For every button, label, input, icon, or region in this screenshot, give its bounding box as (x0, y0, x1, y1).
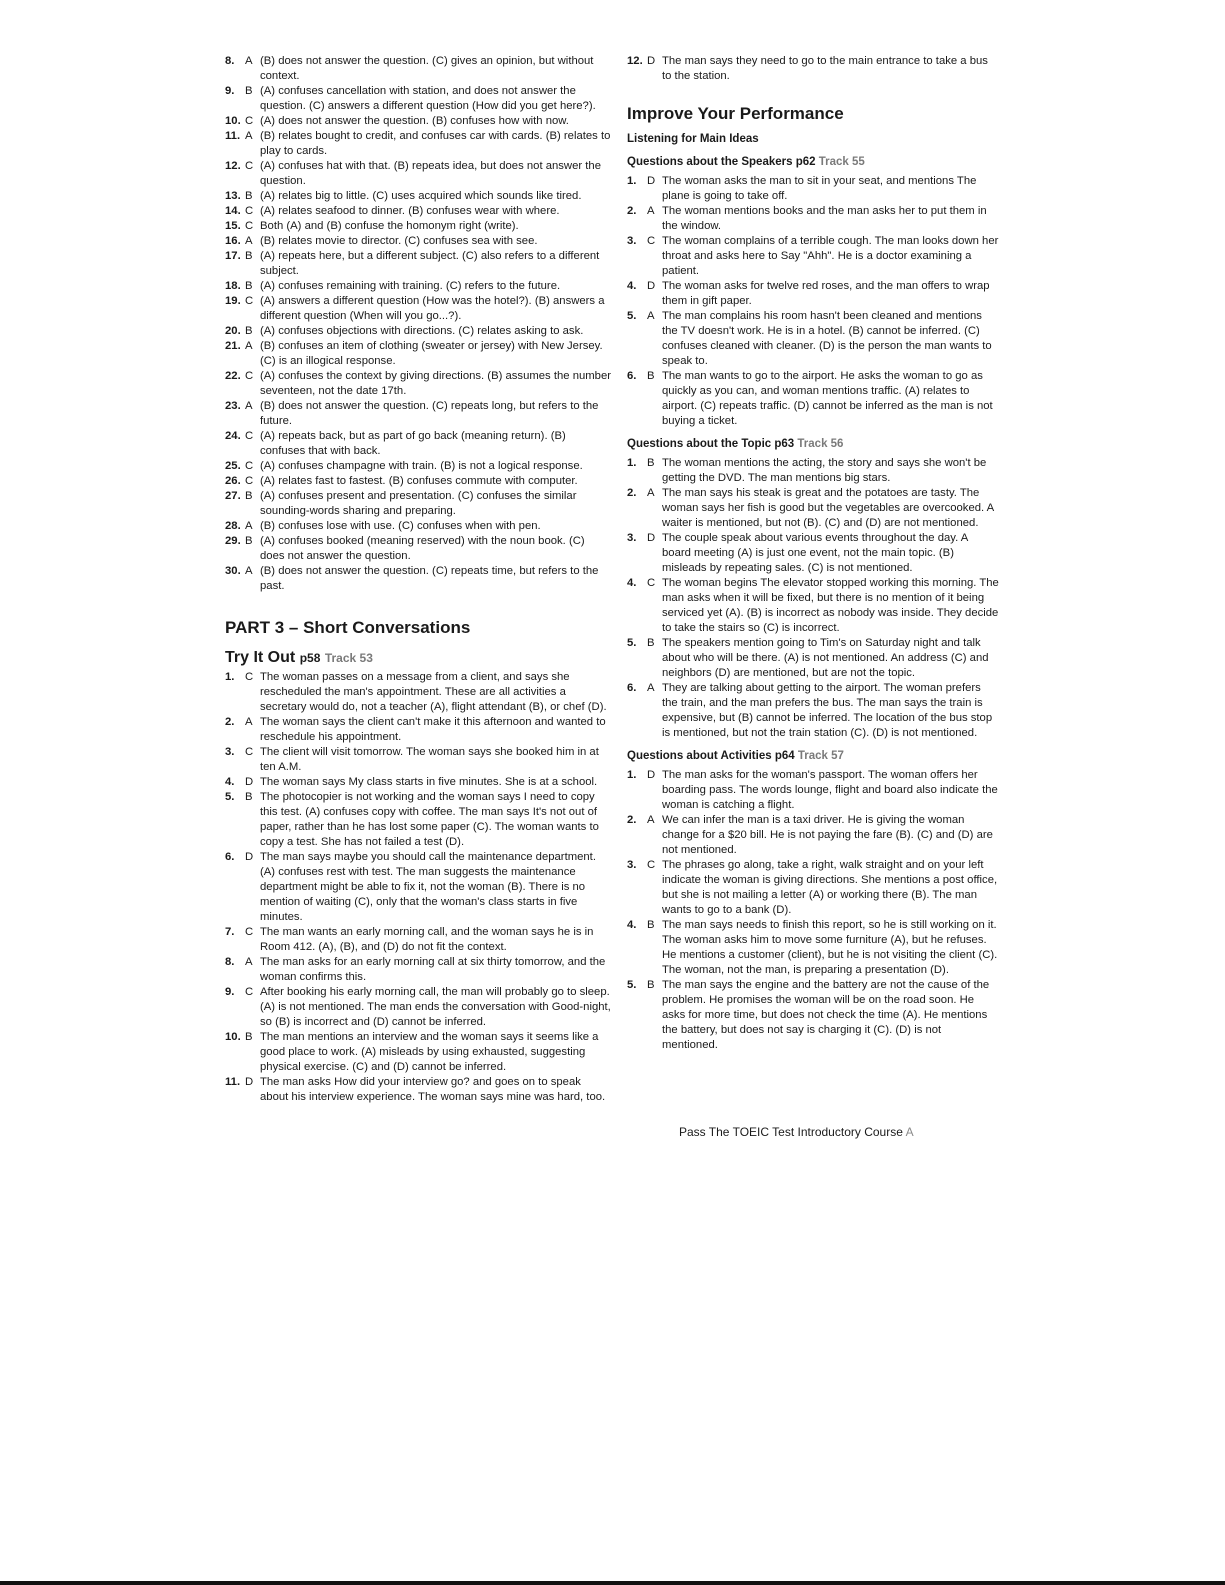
answer-explanation: (B) does not answer the question. (C) repeats long, but refers to the future. (260, 400, 599, 427)
topic-heading-text: Questions about the Topic p63 (627, 438, 795, 450)
answer-item (225, 489, 611, 519)
improve-title: Improve Your Performance (627, 104, 844, 123)
answer-number: 14. (225, 205, 241, 217)
topic-answer-list (627, 456, 999, 741)
topic-heading (627, 437, 999, 452)
answer-number: 17. (225, 250, 241, 262)
try-it-out-track: Track 53 (324, 651, 373, 665)
answer-explanation: (A) confuses objections with directions. (C) relates asking to ask. (260, 325, 584, 337)
answer-item (225, 279, 611, 294)
answer-letter: C (245, 115, 254, 127)
answer-number: 3. (627, 859, 637, 871)
answer-item (225, 519, 611, 534)
answer-letter: A (245, 340, 253, 352)
answer-explanation: The man says his steak is great and the potatoes are tasty. The woman says her fish is good but the vegetables are overcooked. A waiter is mentioned, but not (B). (C) and (D) are not mentioned. (662, 487, 994, 529)
answer-explanation: The woman asks for twelve red roses, and the man offers to wrap them in gift paper. (662, 280, 990, 307)
answer-item (627, 54, 999, 84)
answer-explanation: The man says maybe you should call the maintenance department. (A) confuses rest with test. The man suggests the maintenance department might be able to fix it, not the woman (B). There is no mention of waiting (C), only that the woman's class starts in five minutes. (260, 851, 596, 923)
answer-number: 11. (225, 130, 241, 142)
answer-explanation: (A) confuses hat with that. (B) repeats idea, but does not answer the question. (260, 160, 601, 187)
answer-item (627, 234, 999, 279)
answer-letter: B (647, 637, 655, 649)
answer-letter: B (245, 325, 253, 337)
answer-explanation: They are talking about getting to the airport. The woman prefers the train, and the man prefers the bus. The man says the train is expensive, but (B) cannot be inferred. The location of the bus stop is mentioned, but not the train station (C). (D) is not mentioned. (662, 682, 993, 739)
answer-letter: B (245, 280, 253, 292)
answer-number: 28. (225, 520, 241, 532)
answer-item (627, 204, 999, 234)
answer-letter: C (245, 460, 254, 472)
answer-item (627, 576, 999, 636)
answer-letter: C (245, 986, 254, 998)
answer-item (627, 918, 999, 978)
answer-item (225, 429, 611, 459)
answer-number: 10. (225, 1031, 241, 1043)
answer-item (627, 636, 999, 681)
answer-letter: A (647, 682, 655, 694)
activities-track: Track 57 (797, 750, 844, 762)
answer-letter: C (245, 205, 254, 217)
improve-subtitle: Listening for Main Ideas (627, 133, 759, 145)
answer-explanation: The man says they need to go to the main entrance to take a bus to the station. (662, 55, 988, 82)
bottom-rule (0, 1581, 1225, 1585)
answer-item (627, 309, 999, 369)
answer-number: 5. (627, 637, 637, 649)
answer-item (225, 294, 611, 324)
speakers-heading-text: Questions about the Speakers p62 (627, 156, 816, 168)
answer-letter: B (245, 791, 253, 803)
answer-number: 7. (225, 926, 235, 938)
answer-explanation: (A) answers a different question (How was the hotel?). (B) answers a different question (When will you go...?). (260, 295, 605, 322)
part3-answer-list (225, 670, 611, 1105)
answer-letter: A (245, 956, 253, 968)
answer-item (225, 985, 611, 1030)
answer-explanation: The man mentions an interview and the woman says it seems like a good place to work. (A) misleads by using exhausted, suggesting physical exercise. (C) and (D) cannot be inferred. (260, 1031, 599, 1073)
answer-letter: D (647, 55, 656, 67)
answer-letter: B (647, 370, 655, 382)
answer-letter: D (647, 532, 656, 544)
answer-number: 4. (627, 577, 637, 589)
answer-letter: A (245, 130, 253, 142)
answer-explanation: The woman complains of a terrible cough. The man looks down her throat and asks here to Say "Ahh". He is a doctor examining a patient. (662, 235, 999, 277)
answer-item (225, 129, 611, 159)
answer-explanation: The man wants to go to the airport. He asks the woman to go as quickly as you can, and woman mentions traffic. (A) relates to airport. (C) repeats traffic. (D) cannot be inferred as the man is not buying a ticket. (662, 370, 993, 427)
answer-explanation: The phrases go along, take a right, walk straight and on your left indicate the woman is giving directions. She mentions a post office, but she is not mailing a letter (A) or working there (B). The man wants to go to a bank (D). (662, 859, 998, 916)
answer-item (627, 768, 999, 813)
answer-explanation: (A) confuses present and presentation. (C) confuses the similar sounding-words sharing and preparing. (260, 490, 577, 517)
answer-item (225, 850, 611, 925)
answer-explanation: (A) confuses the context by giving directions. (B) assumes the number seventeen, not the date 17th. (260, 370, 611, 397)
answer-number: 26. (225, 475, 241, 487)
answer-letter: B (245, 535, 253, 547)
answer-explanation: The couple speak about various events throughout the day. A board meeting (A) is just one event, not the main topic. (B) misleads by repeating sales. (C) is not mentioned. (662, 532, 968, 574)
speakers-answer-list (627, 174, 999, 429)
topic-track: Track 56 (797, 438, 844, 450)
answer-number: 13. (225, 190, 241, 202)
answer-item (225, 219, 611, 234)
answer-explanation: The speakers mention going to Tim's on Saturday night and talk about who will be there. (A) is not mentioned. An address (C) and neighbors (D) are mentioned, but are not the topic. (662, 637, 989, 679)
answer-number: 4. (225, 776, 235, 788)
answer-explanation: (A) does not answer the question. (B) confuses how with now. (260, 115, 569, 127)
answer-explanation: The man asks How did your interview go? and goes on to speak about his interview experience. The woman says mine was hard, too. (260, 1076, 606, 1103)
answer-item (627, 486, 999, 531)
answer-item (627, 174, 999, 204)
answer-explanation: After booking his early morning call, the man will probably go to sleep. (A) is not mentioned. The man ends the conversation with Good-night, so (B) is incorrect and (D) cannot be inferred. (260, 986, 611, 1028)
answer-number: 21. (225, 340, 241, 352)
answer-letter: D (647, 175, 656, 187)
answer-number: 3. (627, 235, 637, 247)
answer-number: 2. (627, 487, 637, 499)
answer-number: 5. (627, 310, 637, 322)
answer-number: 1. (627, 457, 637, 469)
answer-number: 2. (627, 814, 637, 826)
answer-letter: D (245, 1076, 254, 1088)
answer-letter: C (245, 295, 254, 307)
answer-item (627, 456, 999, 486)
speakers-track: Track 55 (818, 156, 865, 168)
answer-number: 19. (225, 295, 241, 307)
right-column (627, 54, 999, 1053)
answer-letter: B (647, 919, 655, 931)
answer-letter: C (245, 430, 254, 442)
answer-explanation: The photocopier is not working and the woman says I need to copy this test. (A) confuses copy with coffee. The man says It's not out of paper, rather than he has lost some paper (C). The woman wants to copy a test. She has not failed a test (D). (260, 791, 599, 848)
answer-explanation: Both (A) and (B) confuse the homonym right (write). (260, 220, 519, 232)
answer-letter: B (647, 457, 655, 469)
activities-answer-list (627, 768, 999, 1053)
answer-letter: B (245, 85, 253, 97)
answer-item (627, 279, 999, 309)
answer-number: 18. (225, 280, 241, 292)
answer-number: 12. (627, 55, 643, 67)
answer-letter: B (245, 250, 253, 262)
answer-explanation: (B) confuses an item of clothing (sweater or jersey) with New Jersey. (C) is an illogical response. (260, 340, 603, 367)
answer-number: 3. (627, 532, 637, 544)
answer-item (225, 955, 611, 985)
answer-number: 1. (627, 175, 637, 187)
answer-number: 9. (225, 986, 235, 998)
answer-item (627, 531, 999, 576)
answer-explanation: (A) relates big to little. (C) uses acquired which sounds like tired. (260, 190, 582, 202)
answer-number: 2. (225, 716, 235, 728)
activities-heading-text: Questions about Activities p64 (627, 750, 795, 762)
answer-item (225, 234, 611, 249)
answer-explanation: We can infer the man is a taxi driver. He is giving the woman change for a $20 bill. He is not paying the fare (B). (C) and (D) are not mentioned. (662, 814, 993, 856)
answer-letter: A (647, 310, 655, 322)
answer-letter: D (245, 851, 254, 863)
answer-number: 5. (225, 791, 235, 803)
answer-letter: A (647, 205, 655, 217)
answer-item (225, 1030, 611, 1075)
answer-item (225, 84, 611, 114)
answer-item (225, 339, 611, 369)
answer-explanation: (A) repeats here, but a different subject. (C) also refers to a different subject. (260, 250, 600, 277)
answer-item (225, 925, 611, 955)
answer-letter: B (245, 490, 253, 502)
answer-letter: A (647, 487, 655, 499)
answer-number: 29. (225, 535, 241, 547)
answer-explanation: The woman mentions books and the man asks her to put them in the window. (662, 205, 987, 232)
answer-item (225, 159, 611, 189)
answer-item (225, 189, 611, 204)
answer-explanation: (B) confuses lose with use. (C) confuses when with pen. (260, 520, 541, 532)
answer-item (225, 459, 611, 474)
answer-letter: A (245, 235, 253, 247)
left-column (225, 54, 611, 1105)
answer-item (225, 114, 611, 129)
answer-number: 11. (225, 1076, 241, 1088)
answer-explanation: (B) relates bought to credit, and confuses car with cards. (B) relates to play to cards. (260, 130, 611, 157)
answer-explanation: (B) relates movie to director. (C) confuses sea with see. (260, 235, 538, 247)
answer-explanation: (A) repeats back, but as part of go back (meaning return). (B) confuses that with back. (260, 430, 566, 457)
answer-number: 6. (627, 682, 637, 694)
answer-number: 23. (225, 400, 241, 412)
answer-explanation: The man complains his room hasn't been cleaned and mentions the TV doesn't work. He is in a hotel. (B) cannot be inferred. (C) confuses cleaned with cleaner. (D) is the person the man wants to speak to. (662, 310, 992, 367)
try-it-out-page: p58 (299, 651, 321, 665)
answer-letter: C (647, 859, 656, 871)
answer-letter: C (245, 475, 254, 487)
answer-number: 16. (225, 235, 241, 247)
speakers-heading (627, 155, 999, 170)
page-footer (679, 1125, 914, 1140)
answer-item (627, 978, 999, 1053)
answer-item (627, 858, 999, 918)
answer-explanation: The woman asks the man to sit in your seat, and mentions The plane is going to take off. (662, 175, 977, 202)
answer-item (225, 369, 611, 399)
footer-letter: A (905, 1125, 914, 1139)
answer-letter: C (245, 671, 254, 683)
answer-letter: B (245, 190, 253, 202)
answer-item (225, 745, 611, 775)
answer-explanation: The man says needs to finish this report, so he is still working on it. The woman asks him to move some furniture (A), but he refuses. He mentions a customer (client), but he is not visiting the client (C). The woman, not the man, is preparing a presentation (D). (662, 919, 998, 976)
activities-heading (627, 749, 999, 764)
footer-text: Pass The TOEIC Test Introductory Course (679, 1125, 903, 1139)
answer-number: 24. (225, 430, 241, 442)
answer-item (225, 534, 611, 564)
answer-item (225, 204, 611, 219)
answer-explanation: The woman says My class starts in five minutes. She is at a school. (260, 776, 598, 788)
answer-number: 1. (225, 671, 235, 683)
answer-explanation: (A) relates fast to fastest. (B) confuses commute with computer. (260, 475, 578, 487)
answer-number: 22. (225, 370, 241, 382)
answer-number: 5. (627, 979, 637, 991)
answer-item (225, 564, 611, 594)
answer-explanation: The man asks for an early morning call at six thirty tomorrow, and the woman confirms this. (260, 956, 606, 983)
answer-letter: C (245, 370, 254, 382)
answer-letter: C (647, 235, 656, 247)
answer-explanation: The woman passes on a message from a client, and says she rescheduled the man's appointment. These are all activities a secretary would do, not a teacher (A), flight attendant (B), or chef (D). (260, 671, 607, 713)
answer-number: 8. (225, 55, 235, 67)
answer-number: 4. (627, 919, 637, 931)
try-it-out-heading (225, 648, 611, 668)
part3-title: PART 3 – Short Conversations (225, 618, 471, 637)
answer-number: 15. (225, 220, 241, 232)
answer-letter: B (647, 979, 655, 991)
answer-item (225, 715, 611, 745)
answer-letter: D (647, 280, 656, 292)
answer-explanation: The client will visit tomorrow. The woman says she booked him in at ten A.M. (260, 746, 599, 773)
answer-item (225, 324, 611, 339)
answer-number: 8. (225, 956, 235, 968)
answer-letter: A (245, 716, 253, 728)
answer-explanation: (A) confuses booked (meaning reserved) with the noun book. (C) does not answer the question. (260, 535, 585, 562)
answer-number: 9. (225, 85, 235, 97)
answer-number: 1. (627, 769, 637, 781)
answer-item (225, 670, 611, 715)
answer-item (627, 681, 999, 741)
answer-number: 6. (225, 851, 235, 863)
try-it-out-label: Try It Out (225, 649, 296, 666)
answer-item (225, 54, 611, 84)
answer-item (225, 399, 611, 429)
answer-explanation: (B) does not answer the question. (C) repeats time, but refers to the past. (260, 565, 599, 592)
answer-item (627, 369, 999, 429)
answer-explanation: (A) confuses champagne with train. (B) is not a logical response. (260, 460, 583, 472)
answer-number: 20. (225, 325, 241, 337)
answer-item (627, 813, 999, 858)
answer-item (225, 474, 611, 489)
answer-letter: A (647, 814, 655, 826)
answer-explanation: (A) relates seafood to dinner. (B) confuses wear with where. (260, 205, 560, 217)
answer-number: 6. (627, 370, 637, 382)
answer-letter: D (647, 769, 656, 781)
answer-number: 4. (627, 280, 637, 292)
answer-number: 27. (225, 490, 241, 502)
answer-letter: B (245, 1031, 253, 1043)
answer-explanation: The man says the engine and the battery are not the cause of the problem. He promises the woman will be on the road soon. He asks for more time, but does not check the time (A). He mentions the battery, but does not say is charging it (C). (D) is not mentioned. (662, 979, 990, 1051)
answer-letter: C (245, 926, 254, 938)
answer-explanation: The woman says the client can't make it this afternoon and wanted to reschedule his appointment. (260, 716, 606, 743)
answer-explanation: The man asks for the woman's passport. The woman offers her boarding pass. The words lounge, flight and board also indicate the woman is catching a flight. (662, 769, 998, 811)
answer-item (225, 249, 611, 279)
answer-letter: A (245, 565, 253, 577)
answer-letter: C (245, 160, 254, 172)
answer-item (225, 790, 611, 850)
answer-number: 30. (225, 565, 241, 577)
answer-explanation: The woman mentions the acting, the story and says she won't be getting the DVD. The man mentions big stars. (662, 457, 987, 484)
answer-letter: C (647, 577, 656, 589)
answer-letter: A (245, 400, 253, 412)
answer-explanation: The woman begins The elevator stopped working this morning. The man asks when it will be fixed, but there is no mention of it being serviced yet (A). (B) is incorrect as nobody was inside. They decide to take the stairs so (C) is incorrect. (662, 577, 999, 634)
answer-letter: D (245, 776, 254, 788)
answer-explanation: (A) confuses cancellation with station, and does not answer the question. (C) answers a different question (How did you get here?). (260, 85, 596, 112)
answer-letter: C (245, 746, 254, 758)
answer-number: 10. (225, 115, 241, 127)
answer-explanation: (A) confuses remaining with training. (C) refers to the future. (260, 280, 561, 292)
answer-explanation: (B) does not answer the question. (C) gives an opinion, but without context. (260, 55, 594, 82)
answer-number: 3. (225, 746, 235, 758)
answer-number: 2. (627, 205, 637, 217)
answer-letter: A (245, 520, 253, 532)
answer-number: 25. (225, 460, 241, 472)
answer-item (225, 1075, 611, 1105)
answer-letter: C (245, 220, 254, 232)
part2-answer-list (225, 54, 611, 594)
answer-explanation: The man wants an early morning call, and the woman says he is in Room 412. (A), (B), and (D) do not fit the context. (260, 926, 594, 953)
answer-letter: A (245, 55, 253, 67)
answer-number: 12. (225, 160, 241, 172)
answer-item (225, 775, 611, 790)
